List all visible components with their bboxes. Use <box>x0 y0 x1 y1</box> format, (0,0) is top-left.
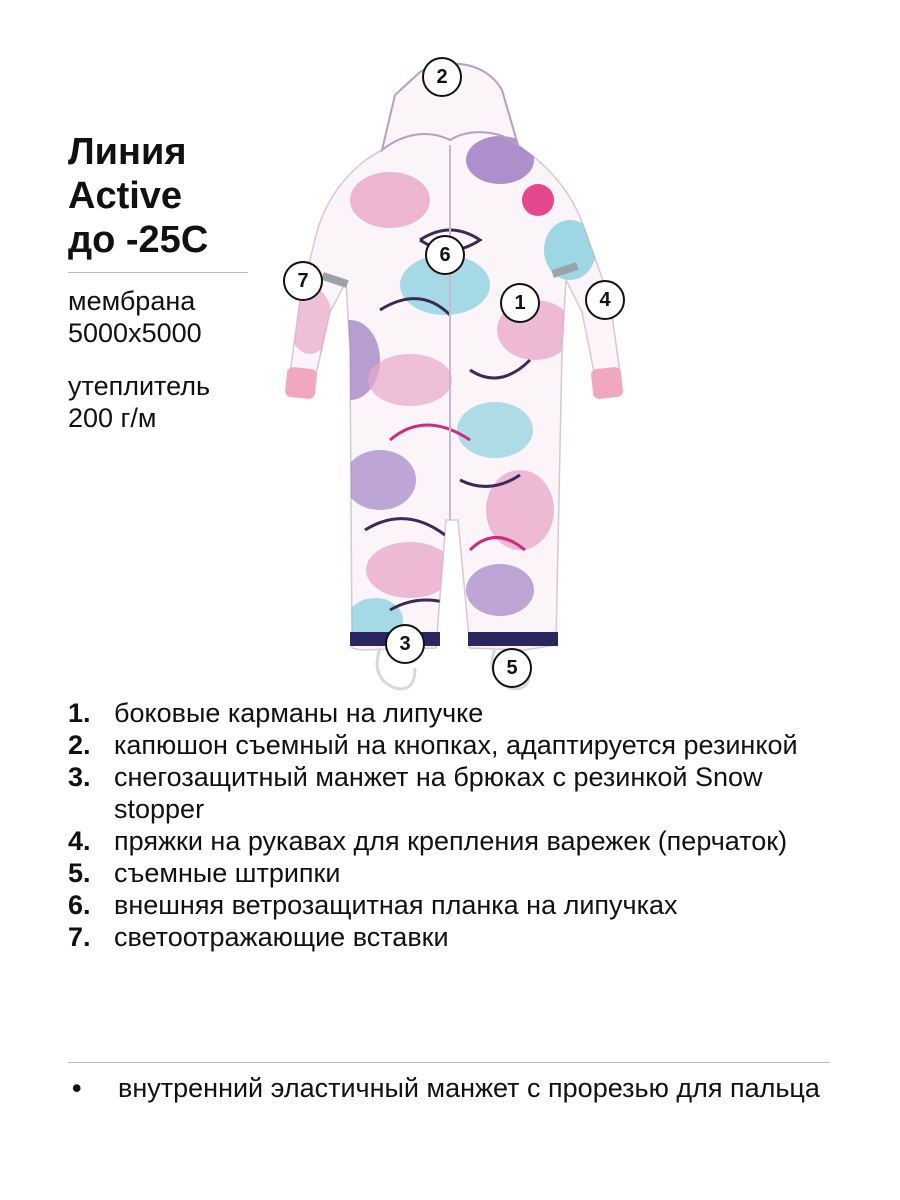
cuff <box>591 367 624 400</box>
title-line: до -25С <box>68 219 209 261</box>
feature-number: 6. <box>68 890 91 920</box>
extra-feature-text: внутренний эластичный манжет с прорезью для пальца <box>118 1073 820 1103</box>
feature-text: пряжки на рукавах для крепления варежек (перчаток) <box>114 826 788 856</box>
spec-value: 5000х5000 <box>68 318 202 348</box>
feature-item <box>68 921 858 953</box>
feature-number: 4. <box>68 826 91 856</box>
callout-snow-stopper: 3 <box>385 624 425 664</box>
left-divider <box>68 272 248 273</box>
feature-text: капюшон съемный на кнопках, адаптируется резинкой <box>114 730 798 760</box>
extra-feature <box>68 1072 858 1104</box>
callout-reflective: 7 <box>283 261 323 301</box>
feature-item <box>68 857 858 889</box>
product-image <box>270 50 630 700</box>
title-line: Active <box>68 175 183 217</box>
callout-buckle: 4 <box>585 280 625 320</box>
spec-label: мембрана <box>68 286 196 316</box>
snowsuit-illustration <box>270 50 630 700</box>
bottom-divider <box>68 1062 830 1063</box>
title-line: Линия <box>68 131 187 173</box>
feature-text: внешняя ветрозащитная планка на липучках <box>114 890 678 920</box>
bullet-icon: • <box>72 1073 82 1103</box>
spec-label: утеплитель <box>68 371 211 401</box>
feature-text: съемные штрипки <box>114 858 341 888</box>
callout-hood: 2 <box>422 57 462 97</box>
feature-item <box>68 825 858 857</box>
hem <box>468 632 558 646</box>
feature-text: боковые карманы на липучке <box>114 698 484 728</box>
feature-number: 1. <box>68 698 91 728</box>
spec-insulation <box>68 370 210 434</box>
feature-list <box>68 697 858 953</box>
feature-text: светоотражающие вставки <box>114 922 449 952</box>
feature-text: снегозащитный манжет на брюках с резинкой Snow stopper <box>114 762 763 824</box>
feature-number: 3. <box>68 762 91 792</box>
cuff <box>285 367 318 400</box>
feature-number: 5. <box>68 858 91 888</box>
callout-placket: 6 <box>425 235 465 275</box>
feature-number: 2. <box>68 730 91 760</box>
product-line-title <box>68 130 208 262</box>
callout-pocket: 1 <box>500 283 540 323</box>
feature-item <box>68 697 858 729</box>
feature-item <box>68 889 858 921</box>
callout-stirrups: 5 <box>492 648 532 688</box>
feature-number: 7. <box>68 922 91 952</box>
spec-membrane <box>68 285 202 349</box>
spec-value: 200 г/м <box>68 403 157 433</box>
feature-item <box>68 761 858 825</box>
feature-item <box>68 729 858 761</box>
